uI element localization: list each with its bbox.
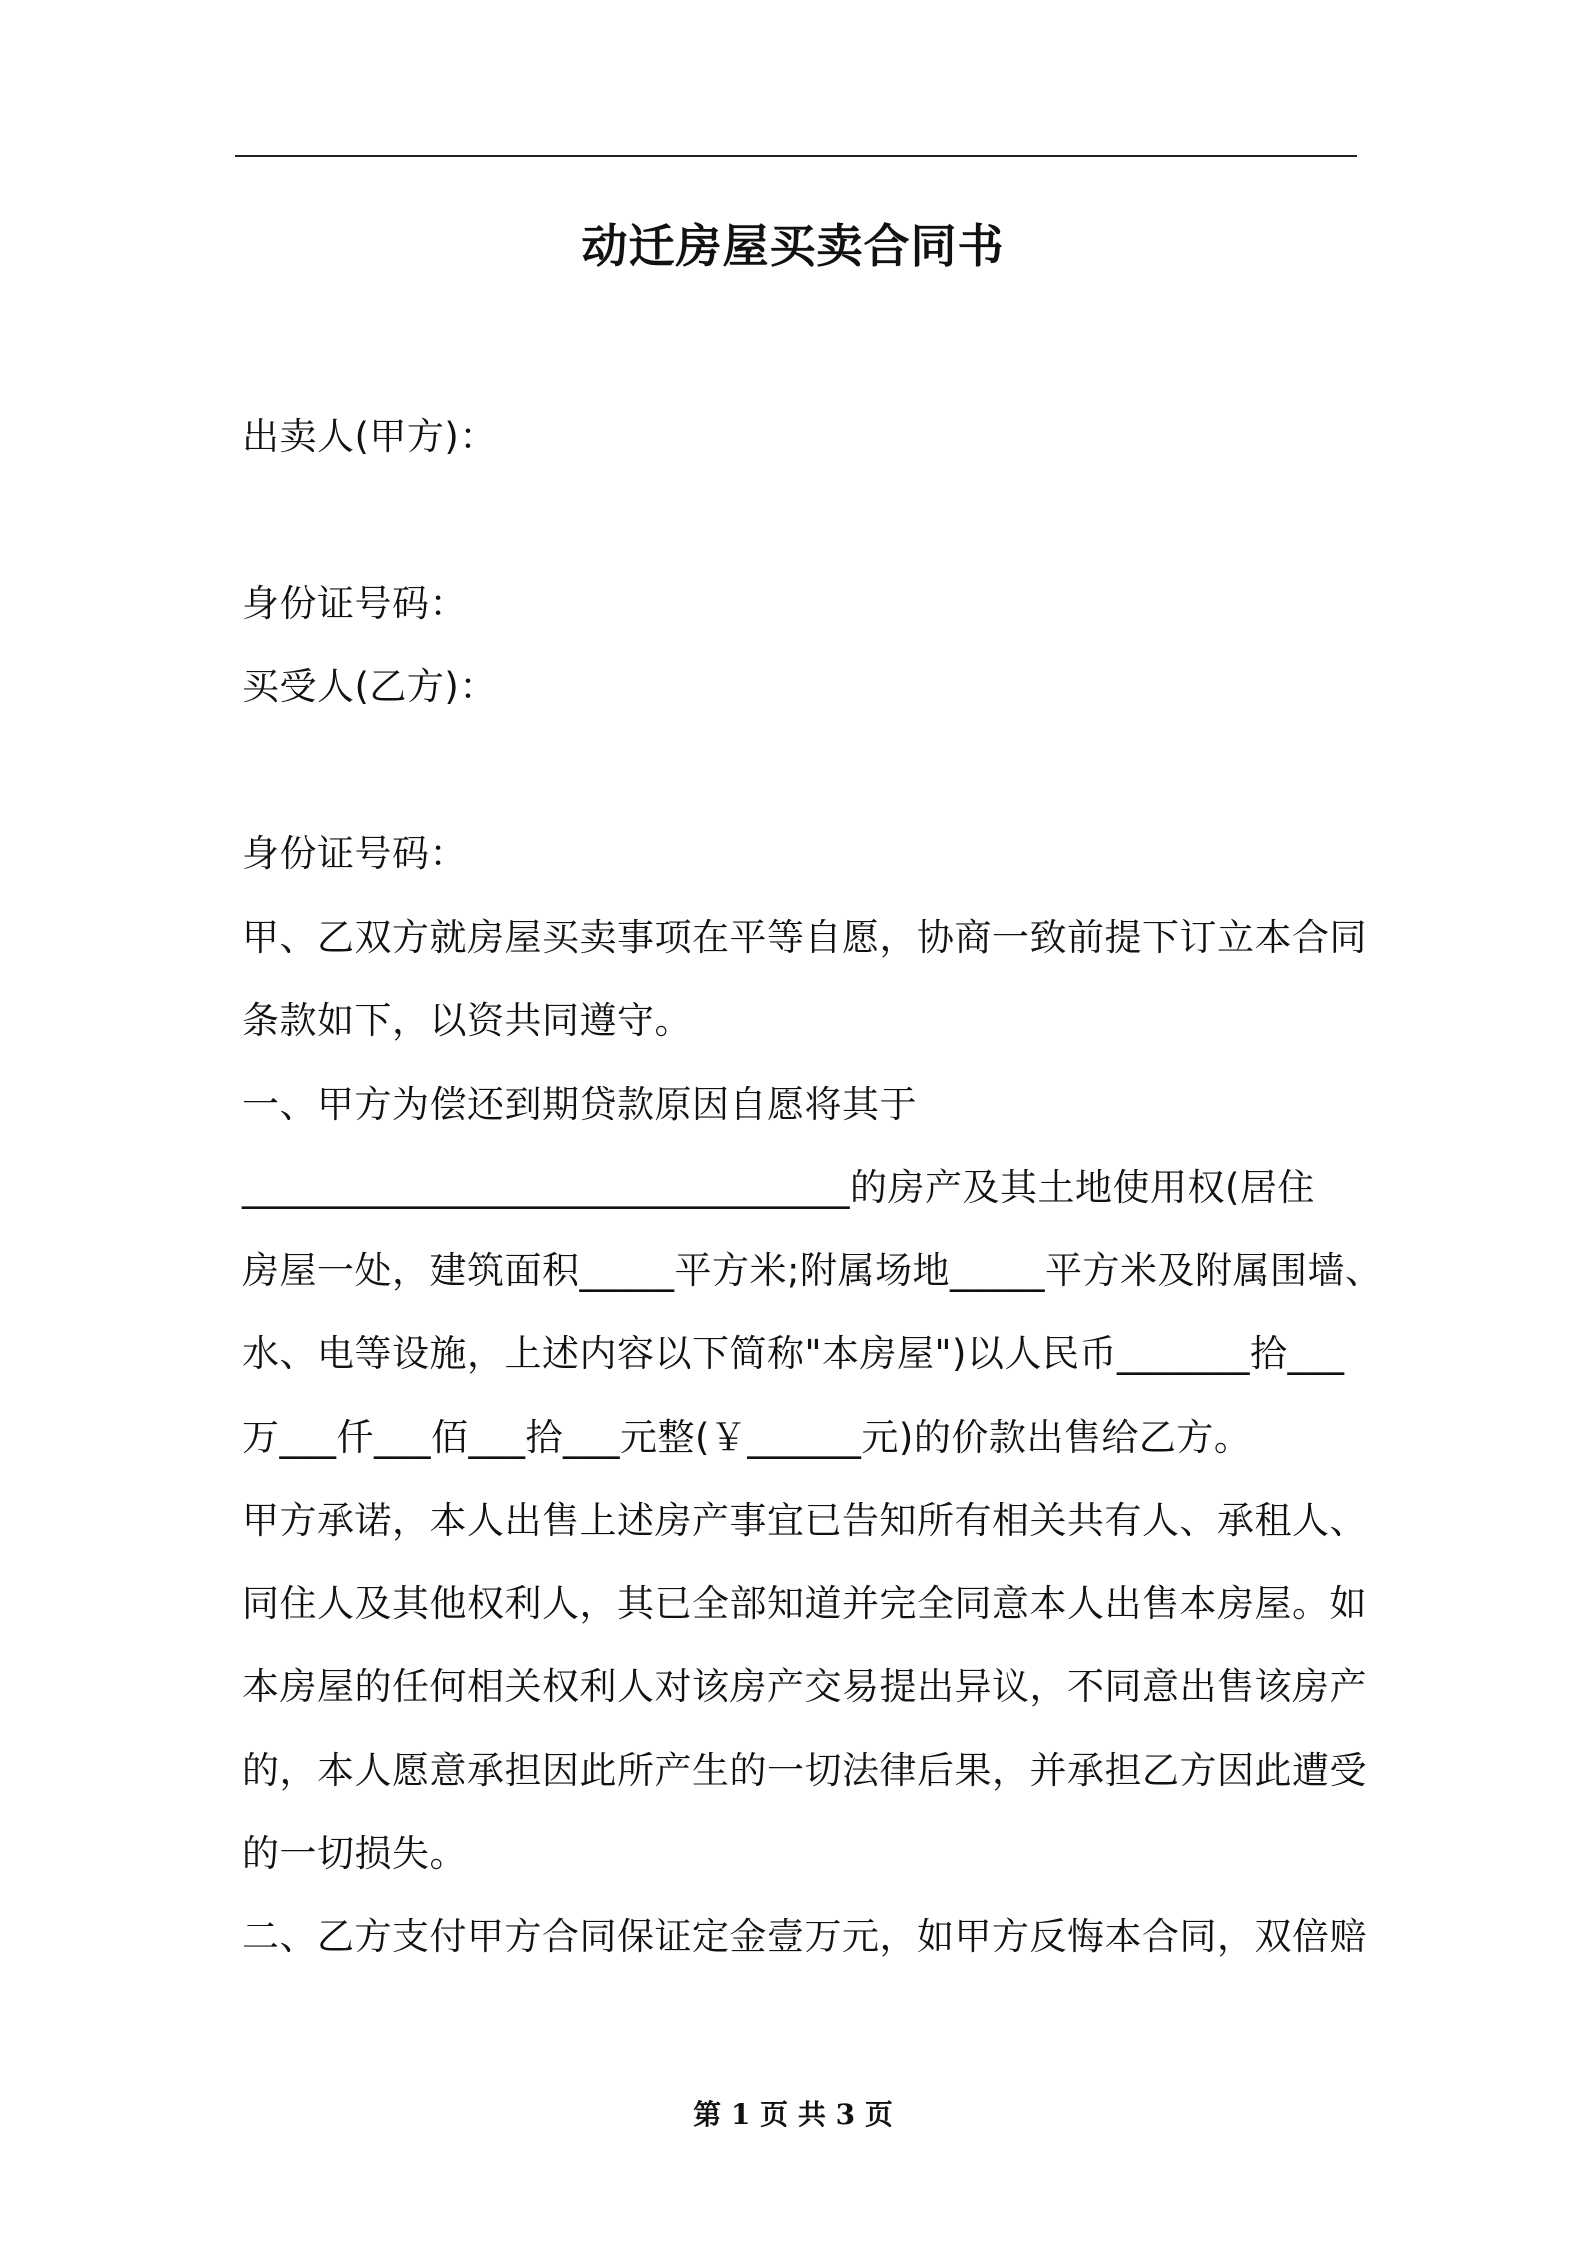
paragraph-line: ________________________________的房产及其土地使用权(居住 bbox=[242, 1166, 1315, 1209]
paragraph-line: 水、电等设施，上述内容以下简称"本房屋")以人民币_______拾___ bbox=[242, 1332, 1345, 1375]
paragraph-line: 一、甲方为偿还到期贷款原因自愿将其于 bbox=[242, 1083, 917, 1126]
buyer-label: 买受人(乙方)： bbox=[242, 665, 497, 708]
header-rule bbox=[235, 155, 1357, 157]
paragraph-line: 二、乙方支付甲方合同保证定金壹万元，如甲方反悔本合同，双倍赔 bbox=[242, 1915, 1367, 1958]
buyer-id-label: 身份证号码： bbox=[242, 832, 467, 875]
seller-label: 出卖人(甲方)： bbox=[242, 415, 497, 458]
paragraph-line: 甲、乙双方就房屋买卖事项在平等自愿，协商一致前提下订立本合同 bbox=[242, 916, 1367, 959]
paragraph-line: 的，本人愿意承担因此所产生的一切法律后果，并承担乙方因此遭受 bbox=[242, 1749, 1367, 1792]
paragraph-line: 房屋一处，建筑面积_____平方米;附属场地_____平方米及附属围墙、 bbox=[242, 1249, 1383, 1292]
paragraph-line: 条款如下，以资共同遵守。 bbox=[242, 999, 692, 1042]
paragraph-line: 甲方承诺，本人出售上述房产事宜已告知所有相关共有人、承租人、 bbox=[242, 1499, 1367, 1542]
paragraph-line: 万___仟___佰___拾___元整(￥______元)的价款出售给乙方。 bbox=[242, 1416, 1252, 1459]
paragraph-line: 本房屋的任何相关权利人对该房产交易提出异议，不同意出售该房产 bbox=[242, 1665, 1367, 1708]
seller-id-label: 身份证号码： bbox=[242, 582, 467, 625]
paragraph-line: 的一切损失。 bbox=[242, 1832, 467, 1875]
document-title: 动迁房屋买卖合同书 bbox=[581, 219, 1005, 273]
paragraph-line: 同住人及其他权利人，其已全部知道并完全同意本人出售本房屋。如 bbox=[242, 1582, 1367, 1625]
page-footer: 第 1 页 共 3 页 bbox=[693, 2098, 893, 2131]
